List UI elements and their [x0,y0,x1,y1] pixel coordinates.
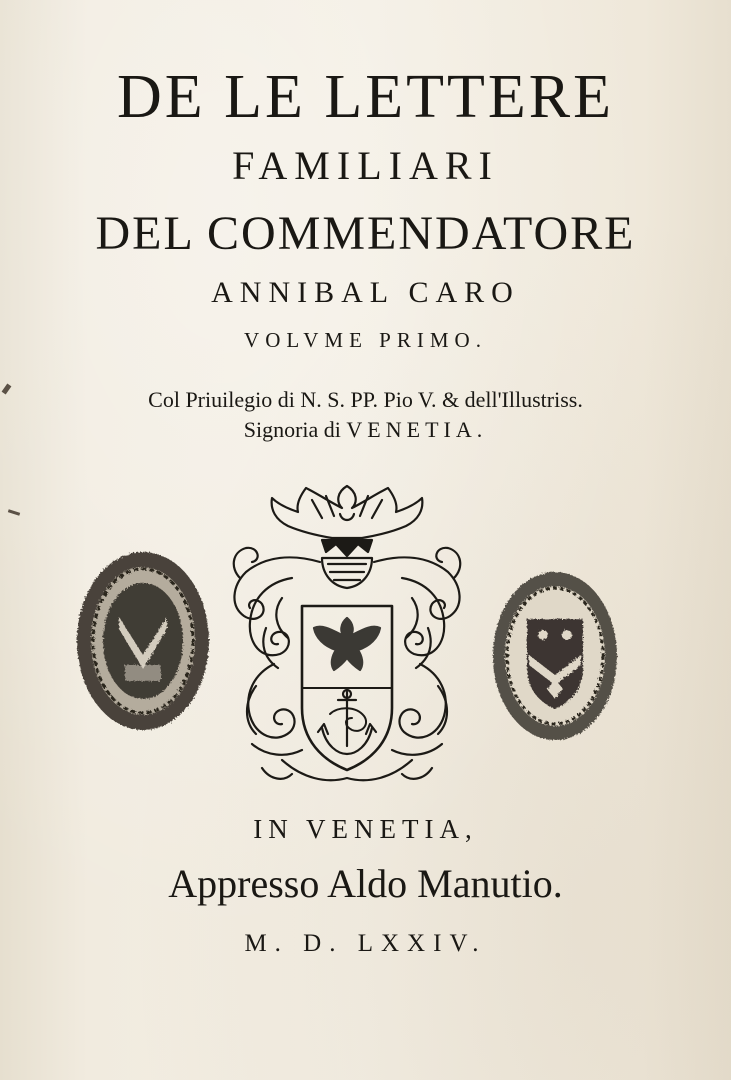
imprint-year: M. D. LXXIV. [244,930,487,957]
privilege-line-1: Col Priuilegio di N. S. PP. Pio V. & dell'Illustriss. [148,387,583,412]
library-stamp-icon [73,547,213,735]
imprint-printer: Appresso Aldo Manutio. [168,861,563,906]
privilege-line-2-caps: VENETIA. [346,417,488,442]
volume-line: VOLVME PRIMO. [244,328,487,352]
privilege-line-2 [0,417,731,443]
edge-ink-mark [8,509,20,516]
imprint-place: IN VENETIA, [253,814,478,844]
title-line-1: DE LE LETTERE [117,63,614,131]
coat-of-arms-icon [222,478,472,790]
author-line: ANNIBAL CARO [211,276,520,309]
title-line-2: FAMILIARI [232,143,499,188]
privilege-line-2-prefix: Signoria di [243,417,341,442]
library-stamp-icon [487,567,623,745]
title-line-3: DEL COMMENDATORE [95,207,636,260]
